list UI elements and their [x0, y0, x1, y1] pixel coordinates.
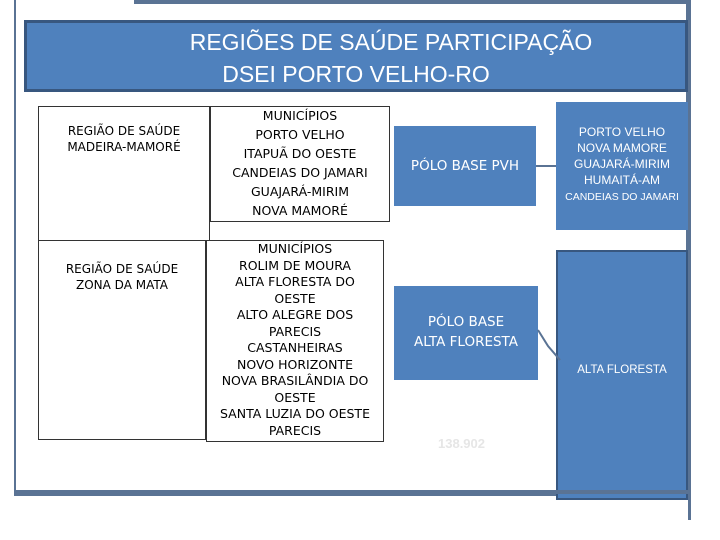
right-list-item: HUMAITÁ-AM	[584, 173, 660, 187]
municipios-header: MUNICÍPIOS	[257, 241, 333, 256]
municipio-item: ALTA FLORESTA DO	[235, 274, 355, 289]
municipio-item: PORTO VELHO	[255, 127, 345, 142]
page-title-line-1: REGIÕES DE SAÚDE PARTICIPAÇÃO	[189, 29, 593, 55]
connector-line	[538, 330, 560, 360]
polo-label: PÓLO BASE	[427, 314, 505, 330]
municipio-item: CANDEIAS DO JAMARI	[232, 165, 368, 180]
right-list-item: PORTO VELHO	[578, 125, 666, 139]
municipio-item: ALTO ALEGRE DOS	[236, 307, 354, 322]
page-title-line-2: DSEI PORTO VELHO-RO	[222, 61, 490, 87]
region-name-line: REGIÃO DE SAÚDE	[65, 262, 179, 276]
right-list-item: GUAJARÁ-MIRIM	[574, 157, 670, 171]
right-list-item: NOVA MAMORE	[577, 141, 667, 155]
faint-number: 138.902	[438, 436, 485, 451]
municipio-item: PARECIS	[268, 323, 322, 339]
municipio-item: ITAPUÃ DO OESTE	[243, 146, 357, 161]
polo-label: PÓLO BASE PVH	[410, 158, 520, 174]
municipio-item: CASTANHEIRAS	[247, 340, 343, 355]
municipio-item: GUAJARÁ-MIRIM	[251, 184, 349, 199]
municipio-item: SANTA LUZIA DO OESTE	[220, 406, 370, 421]
municipio-item: OESTE	[274, 389, 316, 405]
municipio-item: NOVA MAMORÉ	[252, 203, 348, 218]
municipios-header: MUNICÍPIOS	[262, 108, 338, 123]
municipio-item: PARECIS	[268, 422, 322, 438]
bottom-rule	[14, 490, 688, 494]
municipio-item: OESTE	[274, 290, 316, 306]
region-name-line: MADEIRA-MAMORÉ	[67, 140, 181, 154]
region-name-line: ZONA DA MATA	[76, 278, 168, 292]
municipio-item: NOVO HORIZONTE	[236, 356, 353, 372]
region-name-line: REGIÃO DE SAÚDE	[67, 124, 181, 138]
municipio-item: ROLIM DE MOURA	[239, 257, 351, 273]
right-list-item: ALTA FLORESTA	[577, 364, 667, 376]
polo-label: ALTA FLORESTA	[414, 334, 518, 350]
right-list-item: CANDEIAS DO JAMARI	[565, 191, 679, 203]
municipio-item: NOVA BRASILÂNDIA DO	[221, 373, 369, 388]
